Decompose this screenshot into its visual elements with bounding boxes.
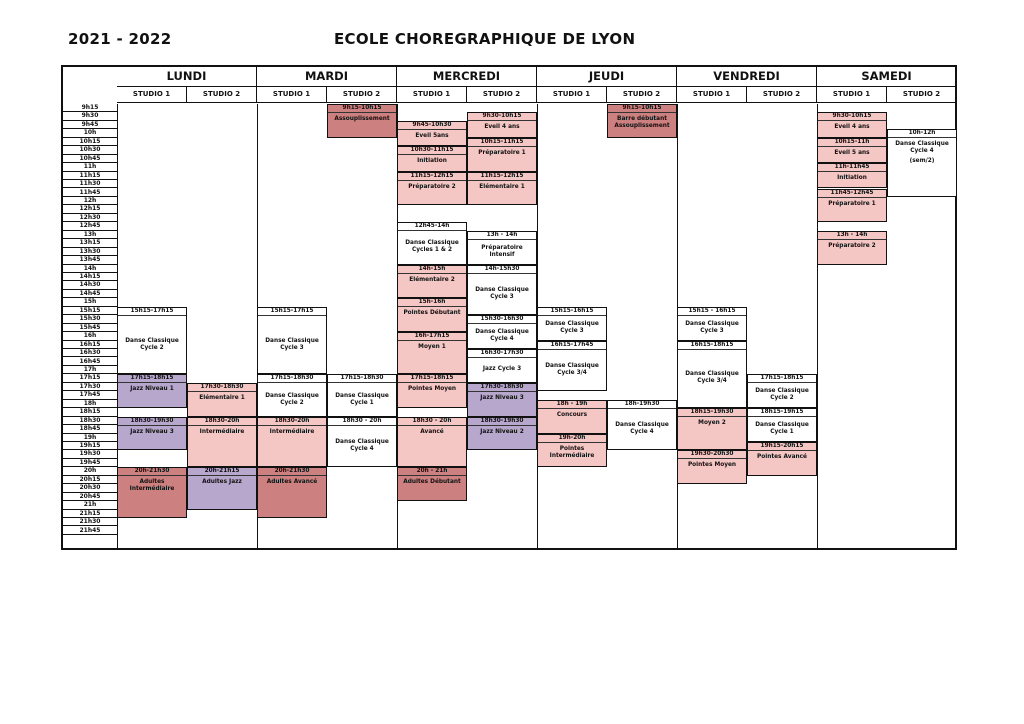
class-block[interactable] xyxy=(257,307,327,375)
class-time: 17h15-18h30 xyxy=(258,375,326,383)
class-block[interactable] xyxy=(397,374,467,408)
class-name: Danse Classique Cycle 2 xyxy=(265,392,319,406)
class-block[interactable] xyxy=(467,112,537,137)
day-header: LUNDI xyxy=(117,67,257,87)
class-block[interactable] xyxy=(467,349,537,383)
time-slot-label: 17h30 xyxy=(63,383,117,391)
time-slot-label: 16h15 xyxy=(63,341,117,349)
class-block[interactable] xyxy=(187,383,257,417)
class-name: Intermédiaire xyxy=(269,428,315,435)
time-slot-label: 19h45 xyxy=(63,459,117,467)
class-time: 9h45-10h30 xyxy=(398,122,466,130)
class-time: 10h30-11h15 xyxy=(398,147,466,155)
studio-header: STUDIO 2 xyxy=(327,87,397,103)
class-name: Avancé xyxy=(420,428,444,435)
class-block[interactable] xyxy=(467,265,537,316)
class-time: 15h15 - 16h15 xyxy=(678,308,746,316)
class-name: Pointes Débutant xyxy=(403,310,461,317)
class-block[interactable] xyxy=(397,332,467,374)
studio-header: STUDIO 2 xyxy=(467,87,537,103)
class-name: Danse Classique Cycle 3 xyxy=(685,320,739,334)
class-name: Jazz Cycle 3 xyxy=(482,366,522,373)
class-name: Danse Classique Cycle 3 xyxy=(265,337,319,351)
class-name: Danse Classique Cycle 4 xyxy=(475,329,529,343)
class-block[interactable] xyxy=(817,163,887,188)
time-slot-label: 21h xyxy=(63,501,117,509)
class-block[interactable] xyxy=(257,467,327,518)
studio-header: STUDIO 2 xyxy=(187,87,257,103)
class-block[interactable] xyxy=(397,298,467,332)
time-slot-label: 21h45 xyxy=(63,527,117,535)
time-slot-label: 15h45 xyxy=(63,324,117,332)
time-slot-label: 12h xyxy=(63,197,117,205)
time-slot-label: 10h45 xyxy=(63,155,117,163)
studio-header: STUDIO 1 xyxy=(257,87,327,103)
class-note: (sem/2) xyxy=(909,158,935,165)
class-name: Intermédiaire xyxy=(199,428,245,435)
class-name: Danse Classique Cycles 1 & 2 xyxy=(405,240,459,254)
studio-header: STUDIO 2 xyxy=(607,87,677,103)
class-block[interactable] xyxy=(537,307,607,341)
class-block[interactable] xyxy=(467,383,537,417)
class-time: 11h15-12h15 xyxy=(398,173,466,181)
class-name: Danse Classique Cycle 3/4 xyxy=(545,362,599,376)
class-name: Adultes Jazz xyxy=(202,479,242,486)
time-slot-label: 10h15 xyxy=(63,138,117,146)
class-name: Barre débutant Assouplissement xyxy=(614,116,670,129)
time-slot-label: 14h xyxy=(63,265,117,273)
time-slot-label: 11h30 xyxy=(63,180,117,188)
class-name: Jazz Niveau 3 xyxy=(480,394,524,401)
time-slot-label: 12h30 xyxy=(63,214,117,222)
studio-header: STUDIO 1 xyxy=(817,87,887,103)
class-time: 18h30-19h30 xyxy=(118,418,186,426)
class-block[interactable] xyxy=(887,129,957,197)
time-slot-label: 19h30 xyxy=(63,450,117,458)
class-block[interactable] xyxy=(607,400,677,451)
page-title: ECOLE CHOREGRAPHIQUE DE LYON xyxy=(334,30,636,48)
class-block[interactable] xyxy=(397,146,467,171)
studio-header: STUDIO 2 xyxy=(747,87,817,103)
class-block[interactable] xyxy=(467,138,537,172)
class-block[interactable] xyxy=(117,467,187,518)
class-time: 19h15-20h15 xyxy=(748,443,816,451)
class-time: 18h30-20h xyxy=(258,418,326,426)
class-time: 20h-21h15 xyxy=(188,468,256,476)
day-header: JEUDI xyxy=(537,67,677,87)
class-name: Adultes Avancé xyxy=(266,479,318,486)
class-time: 20h-21h30 xyxy=(118,468,186,476)
time-slot-label: 18h45 xyxy=(63,425,117,433)
class-time: 9h15-10h15 xyxy=(608,105,676,113)
class-time: 17h15-18h15 xyxy=(118,375,186,383)
class-name: Elémentaire 1 xyxy=(479,183,525,190)
class-name: Danse Classique Cycle 4 xyxy=(895,141,949,155)
time-slot-label: 14h15 xyxy=(63,273,117,281)
class-block[interactable] xyxy=(537,341,607,392)
time-slot-label: 16h xyxy=(63,332,117,340)
class-block[interactable] xyxy=(677,307,747,341)
class-time: 16h-17h15 xyxy=(398,333,466,341)
time-slot-label: 14h45 xyxy=(63,290,117,298)
time-slot-label: 20h15 xyxy=(63,476,117,484)
school-year: 2021 - 2022 xyxy=(68,30,172,48)
class-block[interactable] xyxy=(327,374,397,416)
class-time: 19h-20h xyxy=(538,435,606,443)
time-slot-label: 18h xyxy=(63,400,117,408)
class-block[interactable] xyxy=(187,417,257,468)
class-block[interactable] xyxy=(537,434,607,468)
class-time: 9h15-10h15 xyxy=(328,105,396,113)
class-name: Danse Classique Cycle 2 xyxy=(125,337,179,351)
class-name: Jazz Niveau 2 xyxy=(480,428,524,435)
studio-header: STUDIO 1 xyxy=(537,87,607,103)
class-name: Concours xyxy=(556,411,588,418)
time-slot-label: 20h xyxy=(63,467,117,475)
class-time: 16h30-17h30 xyxy=(468,350,536,358)
class-block[interactable] xyxy=(467,231,537,265)
class-name: Initiation xyxy=(837,175,867,182)
class-name: Pointes Moyen xyxy=(407,386,457,393)
class-name: Eveil 5 ans xyxy=(834,149,870,156)
class-name: Jazz Niveau 1 xyxy=(130,386,174,393)
time-slot-label: 10h30 xyxy=(63,146,117,154)
class-time: 11h15-12h15 xyxy=(468,173,536,181)
class-time: 15h30-16h30 xyxy=(468,316,536,324)
time-slot-label: 13h30 xyxy=(63,248,117,256)
class-time: 18h30 - 20h xyxy=(328,418,396,426)
class-name: Danse Classique Cycle 3/4 xyxy=(685,371,739,385)
class-time: 20h-21h30 xyxy=(258,468,326,476)
class-block[interactable] xyxy=(677,341,747,409)
class-time: 18h - 19h xyxy=(538,401,606,409)
class-block[interactable] xyxy=(817,189,887,223)
class-name: Préparatoire 1 xyxy=(478,149,526,156)
class-time: 11h45-12h45 xyxy=(818,190,886,198)
class-name: Pointes Intermédiaire xyxy=(549,445,595,459)
class-block[interactable] xyxy=(677,408,747,450)
class-time: 18h15-19h30 xyxy=(678,409,746,417)
class-time: 14h-15h xyxy=(398,266,466,274)
time-slot-label: 13h45 xyxy=(63,256,117,264)
time-slot-label: 12h45 xyxy=(63,222,117,230)
time-slot-label: 17h15 xyxy=(63,374,117,382)
class-block[interactable] xyxy=(467,315,537,349)
class-name: Préparatoire 2 xyxy=(828,242,876,249)
time-slot-label: 15h30 xyxy=(63,315,117,323)
day-header: SAMEDI xyxy=(817,67,957,87)
class-time: 17h15-18h15 xyxy=(398,375,466,383)
time-slot-label: 11h15 xyxy=(63,172,117,180)
studio-header: STUDIO 1 xyxy=(677,87,747,103)
class-block[interactable] xyxy=(817,112,887,137)
class-name: Préparatoire 2 xyxy=(408,183,456,190)
class-time: 9h30-10h15 xyxy=(468,113,536,121)
time-slot-label: 17h xyxy=(63,366,117,374)
class-name: Danse Classique Cycle 4 xyxy=(615,422,669,436)
class-name: Danse Classique Cycle 3 xyxy=(475,286,529,300)
class-block[interactable] xyxy=(467,172,537,206)
class-time: 10h15-11h xyxy=(818,139,886,147)
class-block[interactable] xyxy=(397,417,467,468)
class-name: Adultes Intermédiaire xyxy=(129,479,175,493)
class-block[interactable] xyxy=(257,417,327,468)
class-time: 17h30-18h30 xyxy=(188,384,256,392)
class-time: 18h30-19h30 xyxy=(468,418,536,426)
time-slot-label: 17h45 xyxy=(63,391,117,399)
class-block[interactable] xyxy=(187,467,257,509)
schedule-grid xyxy=(61,65,957,550)
class-block[interactable] xyxy=(607,104,677,138)
time-slot-label: 13h15 xyxy=(63,239,117,247)
time-slot-label: 20h45 xyxy=(63,493,117,501)
class-name: Jazz Niveau 3 xyxy=(130,428,174,435)
time-slot-label: 15h xyxy=(63,298,117,306)
class-name: Danse Classique Cycle 1 xyxy=(755,422,809,436)
day-header: MARDI xyxy=(257,67,397,87)
studio-header: STUDIO 1 xyxy=(117,87,187,103)
time-slot-label: 13h xyxy=(63,231,117,239)
class-block[interactable] xyxy=(747,442,817,476)
class-block[interactable] xyxy=(397,467,467,501)
class-block[interactable] xyxy=(747,374,817,408)
time-slot-label: 9h30 xyxy=(63,112,117,120)
class-time: 15h15-17h15 xyxy=(258,308,326,316)
class-time: 18h30 - 20h xyxy=(398,418,466,426)
time-slot-label: 9h45 xyxy=(63,121,117,129)
time-slot-label: 10h xyxy=(63,129,117,137)
time-slot-label: 20h30 xyxy=(63,484,117,492)
class-block[interactable] xyxy=(747,408,817,442)
time-slot-label: 18h30 xyxy=(63,417,117,425)
time-slot-label: 15h15 xyxy=(63,307,117,315)
time-slot-label: 21h15 xyxy=(63,510,117,518)
class-time: 15h-16h xyxy=(398,299,466,307)
time-slot-label: 9h15 xyxy=(63,104,117,112)
studio-header: STUDIO 1 xyxy=(397,87,467,103)
class-block[interactable] xyxy=(467,417,537,451)
class-block[interactable] xyxy=(257,374,327,416)
time-slot-label: 11h45 xyxy=(63,189,117,197)
time-slot-label: 19h xyxy=(63,434,117,442)
class-name: Eveil 4 ans xyxy=(484,124,520,131)
class-block[interactable] xyxy=(117,307,187,375)
class-time: 15h15-16h15 xyxy=(538,308,606,316)
class-name: Danse Classique Cycle 4 xyxy=(335,438,389,452)
time-slot-label: 21h30 xyxy=(63,518,117,526)
class-block[interactable] xyxy=(677,450,747,484)
class-name: Adultes Débutant xyxy=(403,479,461,486)
time-slot-label: 14h30 xyxy=(63,281,117,289)
class-time: 11h-11h45 xyxy=(818,164,886,172)
class-name: Moyen 2 xyxy=(698,420,726,427)
class-name: Assouplissement xyxy=(334,116,390,122)
time-slot-label: 11h xyxy=(63,163,117,171)
class-block[interactable] xyxy=(817,138,887,163)
class-time: 18h30-20h xyxy=(188,418,256,426)
day-header: MERCREDI xyxy=(397,67,537,87)
class-time: 17h15-18h30 xyxy=(328,375,396,383)
class-time: 17h30-18h30 xyxy=(468,384,536,392)
class-name: Préparatoire Intensif xyxy=(481,244,523,258)
class-time: 13h - 14h xyxy=(818,232,886,240)
class-block[interactable] xyxy=(117,417,187,451)
class-time: 14h-15h30 xyxy=(468,266,536,274)
class-name: Préparatoire 1 xyxy=(828,200,876,207)
class-time: 16h15-18h15 xyxy=(678,342,746,350)
class-block[interactable] xyxy=(117,374,187,408)
class-name: Eveil 4 ans xyxy=(834,124,870,131)
class-name: Elémentaire 1 xyxy=(199,394,245,401)
class-time: 19h30-20h30 xyxy=(678,451,746,459)
class-name: Elémentaire 2 xyxy=(409,276,455,283)
class-time: 12h45-14h xyxy=(398,223,466,231)
time-slot-label: 16h45 xyxy=(63,358,117,366)
time-slot-label: 19h15 xyxy=(63,442,117,450)
studio-header: STUDIO 2 xyxy=(887,87,957,103)
day-header: VENDREDI xyxy=(677,67,817,87)
class-time: 20h - 21h xyxy=(398,468,466,476)
class-name: Danse Classique Cycle 2 xyxy=(755,388,809,402)
class-name: Danse Classique Cycle 1 xyxy=(335,392,389,406)
class-name: Danse Classique Cycle 3 xyxy=(545,320,599,334)
class-block[interactable] xyxy=(817,231,887,265)
class-time: 18h-19h30 xyxy=(608,401,676,409)
time-slot-label: 12h15 xyxy=(63,205,117,213)
class-name: Pointes Avancé xyxy=(757,454,807,460)
class-time: 15h15-17h15 xyxy=(118,308,186,316)
class-block[interactable] xyxy=(537,400,607,434)
class-block[interactable] xyxy=(397,222,467,264)
class-name: Eveil 5ans xyxy=(415,132,449,139)
time-slot-label: 18h15 xyxy=(63,408,117,416)
class-block[interactable] xyxy=(327,417,397,468)
class-block[interactable] xyxy=(327,104,397,138)
class-time: 13h - 14h xyxy=(468,232,536,240)
class-time: 16h15-17h45 xyxy=(538,342,606,350)
class-time: 10h-12h xyxy=(888,130,956,138)
class-time: 9h30-10h15 xyxy=(818,113,886,121)
class-block[interactable] xyxy=(397,121,467,146)
class-name: Moyen 1 xyxy=(418,344,446,351)
class-time: 17h15-18h15 xyxy=(748,375,816,383)
class-block[interactable] xyxy=(397,265,467,299)
class-block[interactable] xyxy=(397,172,467,206)
class-name: Pointes Moyen xyxy=(687,462,737,469)
class-name: Initiation xyxy=(417,158,447,165)
class-time: 10h15-11h15 xyxy=(468,139,536,147)
class-time: 18h15-19h15 xyxy=(748,409,816,417)
time-slot-label: 16h30 xyxy=(63,349,117,357)
